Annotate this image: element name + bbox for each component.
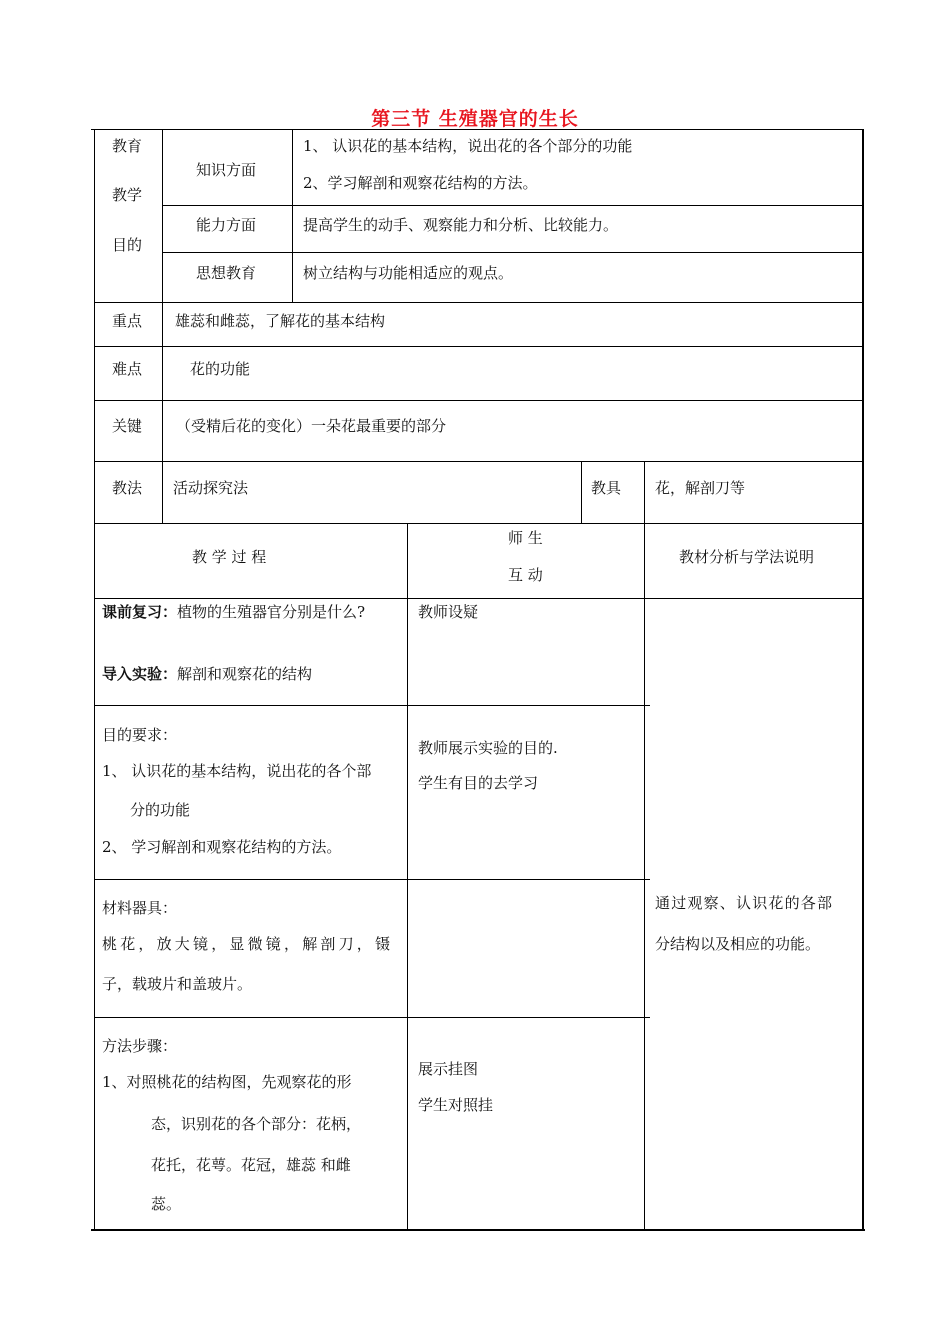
process-header: 教 学 过 程 [192, 548, 267, 566]
row4-line-4: 花托，花萼。花冠，雄蕊 和雌 [151, 1156, 351, 1174]
row1-interaction-1: 教师设疑 [418, 603, 479, 621]
row4-line-2: 1、对照桃花的结构图，先观察花的形 [102, 1073, 352, 1091]
knowledge-line-1: 1、 认识花的基本结构，说出花的各个部分的功能 [303, 137, 633, 155]
row4-interaction-1: 展示挂图 [418, 1060, 479, 1078]
row2-interaction-1: 教师展示实验的目的. [418, 739, 558, 757]
page-title: 第三节 生殖器官的生长 [371, 108, 579, 130]
intro-label: 导入实验： [102, 665, 178, 683]
method-label: 教法 [112, 479, 143, 497]
thought-text: 树立结构与功能相适应的观点。 [303, 264, 514, 282]
objectives-label-1: 教育 [112, 137, 143, 155]
notes-line-2: 分结构以及相应的功能。 [655, 935, 821, 953]
row4-line-3: 态，识别花的各个部分：花柄， [151, 1115, 362, 1133]
difficulty-text: 花的功能 [190, 360, 251, 378]
row3-line-1: 材料器具： [102, 899, 178, 917]
row2-line-2: 1、 认识花的基本结构，说出花的各个部 [102, 762, 372, 780]
method-text: 活动探究法 [173, 479, 249, 497]
notes-header: 教材分析与学法说明 [679, 548, 815, 566]
ability-label: 能力方面 [196, 216, 257, 234]
notes-line-1: 通过观察、认识花的各部 [655, 894, 834, 912]
key-text: （受精后花的变化）一朵花最重要的部分 [176, 417, 447, 435]
row2-interaction-2: 学生有目的去学习 [418, 774, 539, 792]
intro-text: 解剖和观察花的结构 [177, 665, 313, 683]
row2-line-1: 目的要求： [102, 726, 178, 744]
thought-label: 思想教育 [196, 264, 257, 282]
row4-interaction-2: 学生对照挂 [418, 1096, 494, 1114]
row4-line-1: 方法步骤： [102, 1037, 178, 1055]
interaction-header-1: 师 生 [508, 529, 543, 547]
review-text: 植物的生殖器官分别是什么? [177, 603, 366, 621]
objectives-label-3: 目的 [112, 236, 143, 254]
intro-line [102, 664, 312, 684]
interaction-header-2: 互 动 [508, 566, 543, 584]
key-point-text: 雄蕊和雌蕊，了解花的基本结构 [175, 312, 386, 330]
row2-line-4: 2、 学习解剖和观察花结构的方法。 [102, 838, 342, 856]
row2-line-3: 分的功能 [130, 801, 191, 819]
knowledge-line-2: 2、学习解剖和观察花结构的方法。 [303, 174, 538, 192]
review-line [102, 602, 365, 622]
tools-text: 花，解剖刀等 [655, 479, 746, 497]
row3-line-2: 桃花，放大镜，显微镜，解剖刀，镊 [102, 935, 394, 953]
objectives-label-2: 教学 [112, 186, 143, 204]
knowledge-label: 知识方面 [196, 161, 257, 179]
row3-line-3: 子，载玻片和盖玻片。 [102, 975, 253, 993]
tools-label: 教具 [591, 479, 622, 497]
key-label: 关键 [112, 417, 143, 435]
difficulty-label: 难点 [112, 360, 143, 378]
review-label: 课前复习： [102, 603, 178, 621]
key-point-label: 重点 [112, 312, 143, 330]
row4-line-5: 蕊。 [151, 1195, 182, 1213]
ability-text: 提高学生的动手、观察能力和分析、比较能力。 [303, 216, 619, 234]
